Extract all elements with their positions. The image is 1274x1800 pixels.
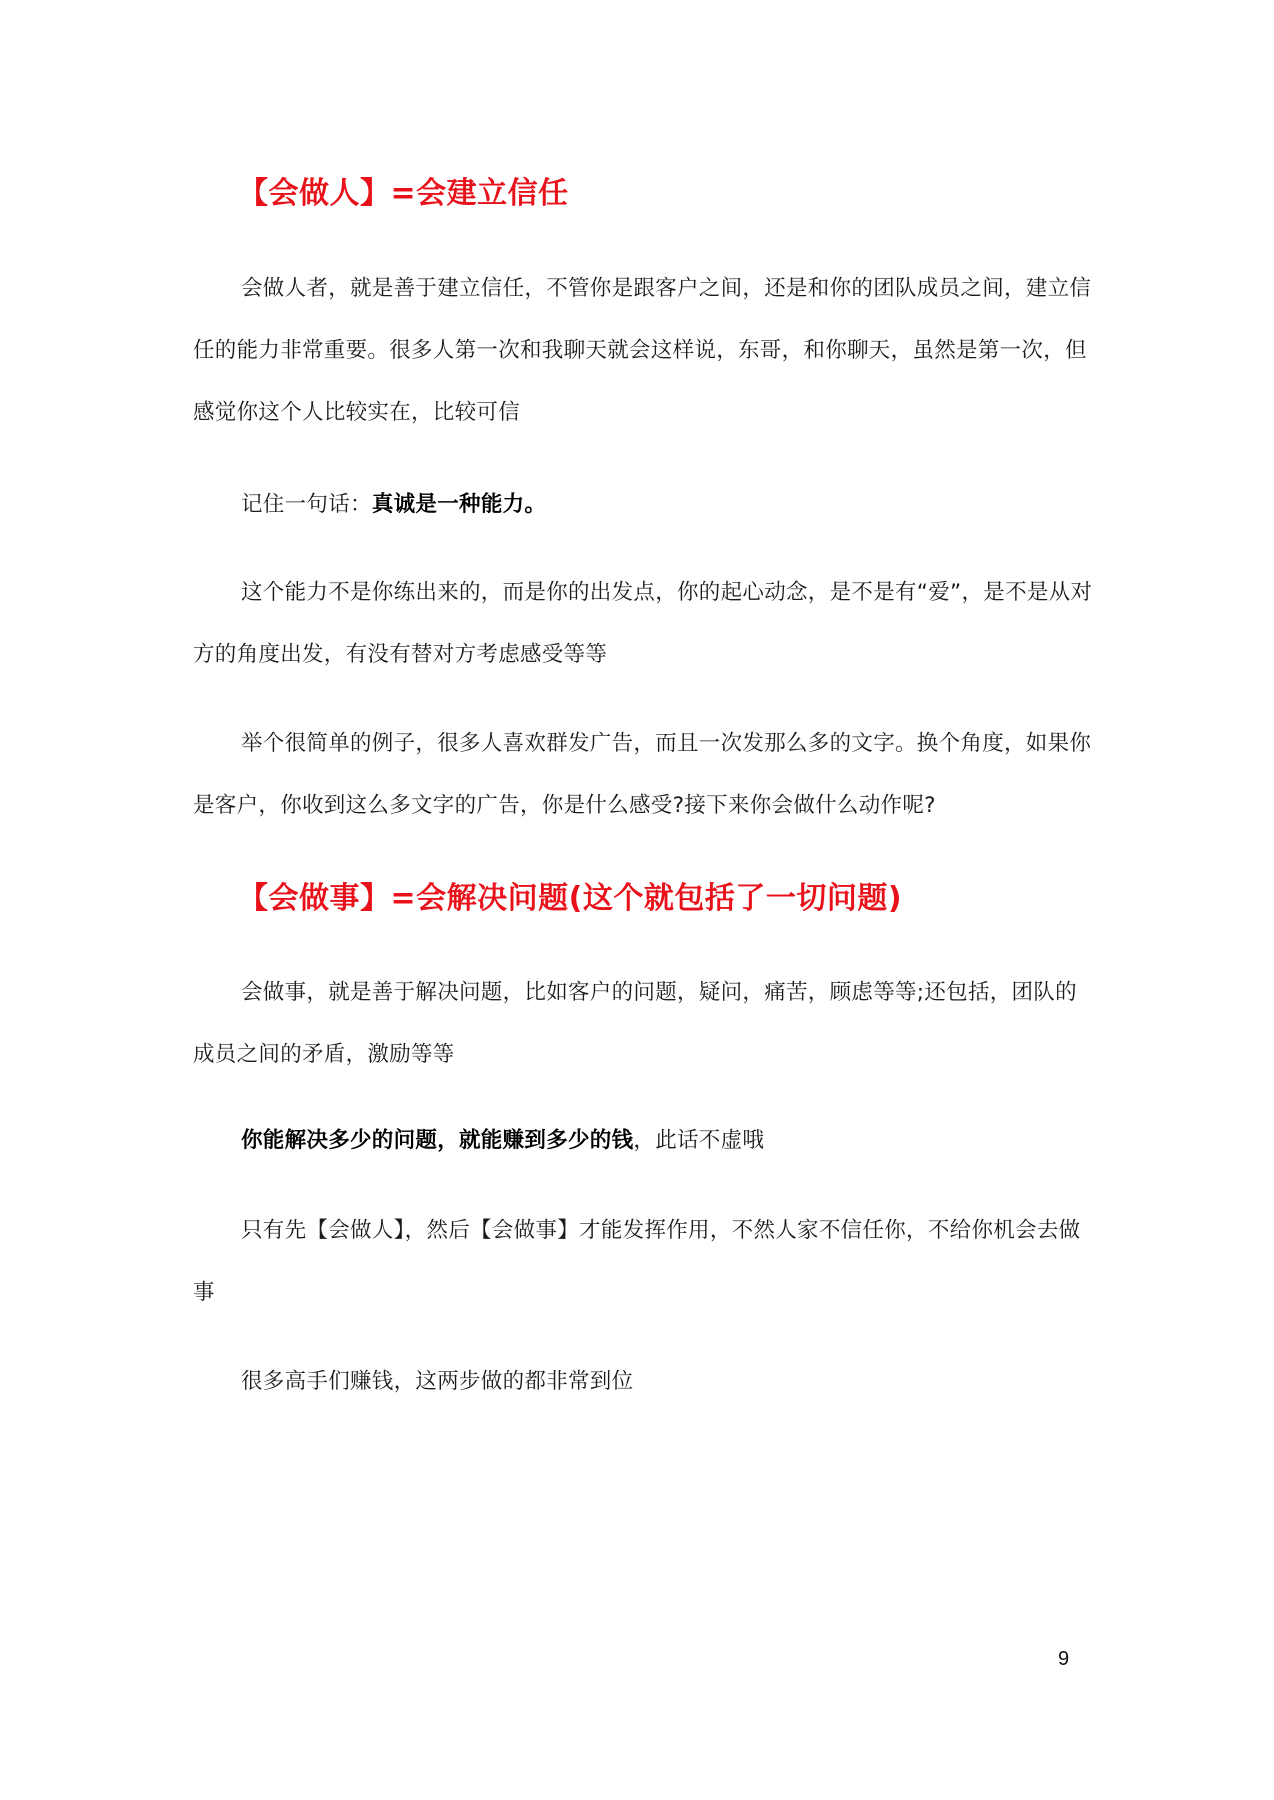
paragraph-order: 只有先【会做人】，然后【会做事】才能发挥作用，不然人家不信任你，不给你机会去做事 — [193, 1218, 1081, 1305]
remember-emphasis: 真诚是一种能力。 — [371, 492, 547, 517]
paragraph-remember — [193, 474, 1093, 536]
paragraph-earn — [193, 1110, 1093, 1172]
section-heading-trust: 【会做人】=会建立信任 — [238, 176, 569, 211]
paragraph-solve-intro: 会做事，就是善于解决问题，比如客户的问题，疑问，痛苦，顾虑等等;还包括，团队的成员之间的矛盾，激励等等 — [193, 980, 1077, 1067]
paragraph-ability: 这个能力不是你练出来的，而是你的出发点，你的起心动念，是不是有“爱”，是不是从对方的角度出发，有没有替对方考虑感受等等 — [193, 580, 1093, 667]
earn-emphasis: 你能解决多少的问题，就能赚到多少的钱 — [241, 1128, 634, 1153]
paragraph-masters: 很多高手们赚钱，这两步做的都非常到位 — [241, 1369, 634, 1394]
remember-prefix: 记住一句话： — [241, 492, 372, 517]
paragraph-example: 举个很简单的例子，很多人喜欢群发广告，而且一次发那么多的文字。换个角度，如果你是客户，你收到这么多文字的广告，你是什么感受?接下来你会做什么动作呢? — [193, 731, 1092, 818]
section-heading-solve: 【会做事】=会解决问题(这个就包括了一切问题) — [238, 881, 903, 916]
earn-suffix: ，此话不虚哦 — [633, 1128, 765, 1153]
page-number: 9 — [1058, 1648, 1070, 1670]
paragraph-trust-intro: 会做人者，就是善于建立信任，不管你是跟客户之间，还是和你的团队成员之间，建立信任的能力非常重要。很多人第一次和我聊天就会这样说，东哥，和你聊天，虽然是第一次，但感觉你这个人比较实在，比较可信 — [193, 276, 1092, 425]
